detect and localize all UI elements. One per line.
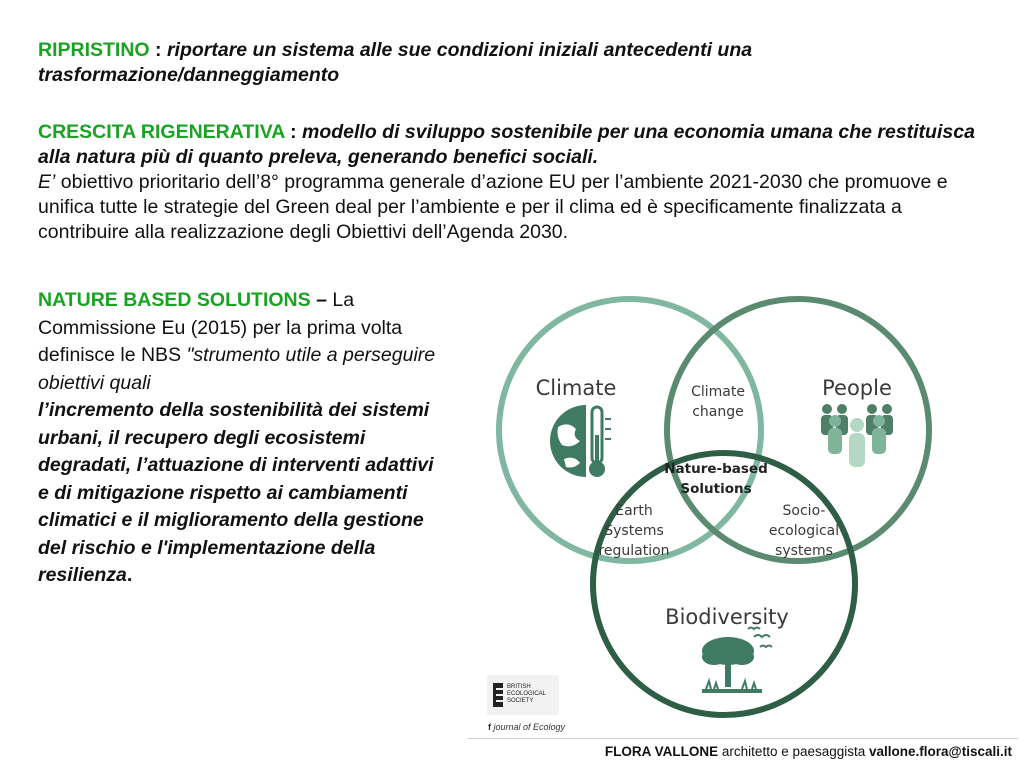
journal-of-ecology-label: f journal of Ecology [488,722,566,732]
nbs-center-line1: Nature-based [664,461,768,477]
ripristino-term: RIPRISTINO [38,39,150,61]
bes-logo-text [507,684,546,705]
crescita-definition: modello di sviluppo sostenibile per una economia umana che restituisca alla natura più di quanto preleva, generando benefici sociali. [38,121,975,168]
people-label: People [822,376,892,400]
nbs-dash: – [310,289,333,311]
nbs-venn-diagram [462,278,962,718]
nbs-center-line2: Solutions [680,481,752,497]
globe-thermometer-icon [550,405,611,477]
nbs-term: NATURE BASED SOLUTIONS [38,289,311,311]
bes-mark-icon [493,683,503,707]
ripristino-definition: riportare un sistema alle sue condizioni iniziali antecedenti una trasformazione/danneggiamento [38,39,753,86]
socio-ecological-line2: ecological [768,523,840,539]
footer-role: architetto e paesaggista [718,744,870,759]
nbs-quote-bold: l’incremento della sostenibilità dei sistemi urbani, il recupero degli ecosistemi degradati, l’attuazione di interventi adattivi e di mitigazione rispetto ai cambiamenti climatici e il miglioramento della gestione del rischio e l'implementazione della resilienza [38,399,434,586]
footer-name: FLORA VALLONE [604,744,719,759]
crescita-term: CRESCITA RIGENERATIVA [38,121,285,143]
nbs-paragraph [38,287,438,590]
tree-birds-icon [702,628,772,694]
nbs-quote-italic: "strumento utile a perseguire obiettivi quali [38,344,436,394]
socio-ecological-line3: systems [775,543,833,559]
crescita-paragraph [38,120,998,245]
nbs-intro: La Commissione Eu (2015) per la prima volta definisce le NBS [38,289,403,366]
climate-change-line2: change [692,404,744,420]
biodiversity-label: Biodiversity [665,605,789,629]
bes-logo-line: BRITISH [507,684,531,690]
british-ecological-society-logo [487,675,559,715]
people-group-icon [821,404,893,467]
footer-credit [605,744,1012,759]
crescita-body-start: E’ [38,171,56,193]
climate-circle [499,299,761,561]
journal-name: journal of Ecology [493,722,566,732]
footer-divider [468,738,1018,739]
climate-change-line1: Climate [691,384,745,400]
climate-label: Climate [535,376,617,400]
socio-ecological-line1: Socio- [782,503,826,519]
footer-email: vallone.flora@tiscali.it [869,744,1012,759]
earth-systems-line3: regulation [598,543,670,559]
ripristino-paragraph [38,38,998,88]
earth-systems-line1: Earth [615,503,653,519]
bes-logo-line: SOCIETY [507,698,534,704]
crescita-separator: : [284,121,302,143]
earth-systems-line2: Systems [604,523,664,539]
ripristino-separator: : [149,39,167,61]
nbs-end: . [126,564,133,586]
bes-logo-line: ECOLOGICAL [507,691,547,697]
crescita-body: obiettivo prioritario dell’8° programma generale d’azione EU per l’ambiente 2021-2030 che promuove e unifica tutte le strategie del Green deal per l’ambiente e per il clima ed è specificamente finalizzata a contribuire alla realizzazione degli Obiettivi dell’Agenda 2030. [38,171,948,243]
